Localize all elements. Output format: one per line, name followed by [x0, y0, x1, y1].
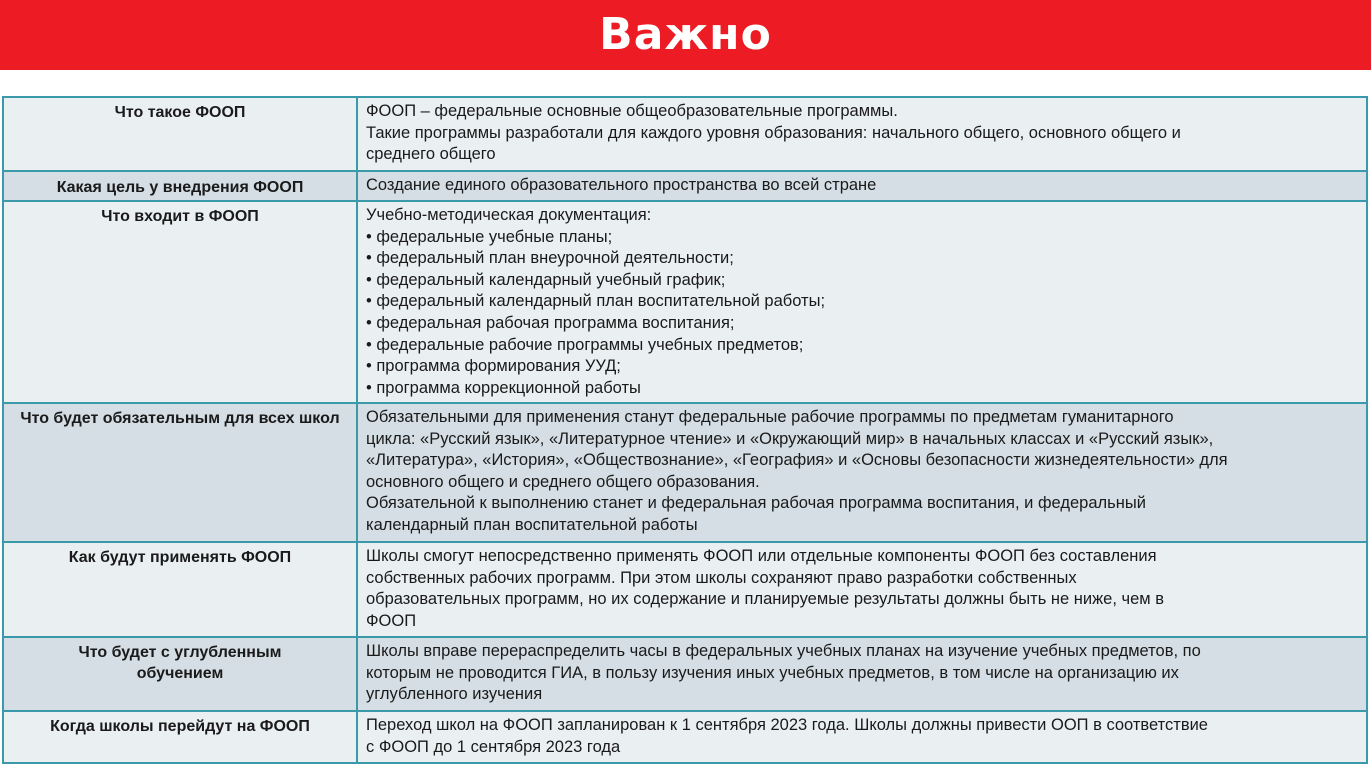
table-row — [3, 637, 1367, 711]
bullet-item: • федеральные рабочие программы учебных предметов; — [366, 335, 804, 354]
value-line: цикла: «Русский язык», «Литературное чтение» и «Окружающий мир» в начальных классах и «Русский язык», — [366, 429, 1214, 448]
title-banner — [0, 0, 1371, 70]
bullet-item: • федеральный календарный учебный график; — [366, 270, 726, 289]
row-value — [357, 637, 1367, 711]
row-label-text: Что будет обязательным для всех школ — [20, 410, 340, 427]
info-table — [2, 96, 1368, 764]
value-line: «Литература», «История», «Обществознание», «География» и «Основы безопасности жизнедеятельности» для — [366, 451, 1228, 470]
row-value — [357, 711, 1367, 763]
bullet-item: • федеральная рабочая программа воспитания; — [366, 313, 735, 332]
value-line: образовательных программ, но их содержание и планируемые результаты должны быть не ниже, чем в — [366, 590, 1164, 609]
row-value — [357, 201, 1367, 403]
value-line: которым не проводится ГИА, в пользу изучения иных учебных предметов, в том числе на организацию их — [366, 663, 1179, 682]
value-line: среднего общего — [366, 145, 496, 164]
value-line: Обязательной к выполнению станет и федеральная рабочая программа воспитания, и федеральный — [366, 494, 1146, 513]
row-label-text: Какая цель у внедрения ФООП — [56, 179, 304, 196]
value-line: Обязательными для применения станут федеральные рабочие программы по предметам гуманитарного — [366, 408, 1174, 426]
row-value — [357, 542, 1367, 637]
row-label-text: Что входит в ФООП — [101, 208, 259, 225]
bullet-item: • программа коррекционной работы — [366, 378, 641, 397]
bullet-item: • федеральный план внеурочной деятельности; — [366, 249, 734, 268]
row-label — [3, 711, 357, 763]
value-line: Школы вправе перераспределить часы в федеральных учебных планах на изучение учебных предметов, по — [366, 642, 1201, 660]
row-label — [3, 201, 357, 403]
value-line: с ФООП до 1 сентября 2023 года — [366, 737, 621, 756]
table-row — [3, 171, 1367, 201]
row-label-text: Когда школы перейдут на ФООП — [50, 718, 310, 735]
row-label — [3, 637, 357, 711]
value-line: ФООП – федеральные основные общеобразовательные программы. — [366, 102, 898, 120]
value-line: Создание единого образовательного пространства во всей стране — [366, 176, 877, 194]
value-line: основного общего и среднего общего образования. — [366, 472, 760, 491]
row-label-text: Как будут применять ФООП — [68, 549, 292, 566]
table-row — [3, 711, 1367, 763]
bullet-item: • федеральный календарный план воспитательной работы; — [366, 292, 826, 311]
value-line: Школы смогут непосредственно применять ФООП или отдельные компоненты ФООП без составления — [366, 547, 1157, 565]
row-value — [357, 403, 1367, 542]
value-line: углубленного изучения — [366, 685, 543, 704]
table-row — [3, 542, 1367, 637]
table-row — [3, 201, 1367, 403]
row-value — [357, 171, 1367, 201]
page-title: Важно — [599, 8, 772, 60]
table-row — [3, 403, 1367, 542]
value-line: календарный план воспитательной работы — [366, 515, 698, 534]
value-line: Такие программы разработали для каждого уровня образования: начального общего, основного общего и — [366, 123, 1181, 142]
row-label — [3, 171, 357, 201]
row-label — [3, 97, 357, 171]
value-line: ФООП — [366, 611, 417, 630]
table-row — [3, 97, 1367, 171]
row-value — [357, 97, 1367, 171]
bullet-item: • федеральные учебные планы; — [366, 227, 613, 246]
row-label — [3, 542, 357, 637]
row-label-text: Что будет с углубленным обучением — [78, 644, 282, 682]
value-line: собственных рабочих программ. При этом школы сохраняют право разработки собственных — [366, 568, 1077, 587]
row-label — [3, 403, 357, 542]
value-line: Переход школ на ФООП запланирован к 1 сентября 2023 года. Школы должны привести ООП в соответствие — [366, 716, 1208, 734]
value-line: Учебно-методическая документация: — [366, 206, 652, 224]
row-label-text: Что такое ФООП — [114, 104, 246, 121]
bullet-item: • программа формирования УУД; — [366, 357, 621, 376]
